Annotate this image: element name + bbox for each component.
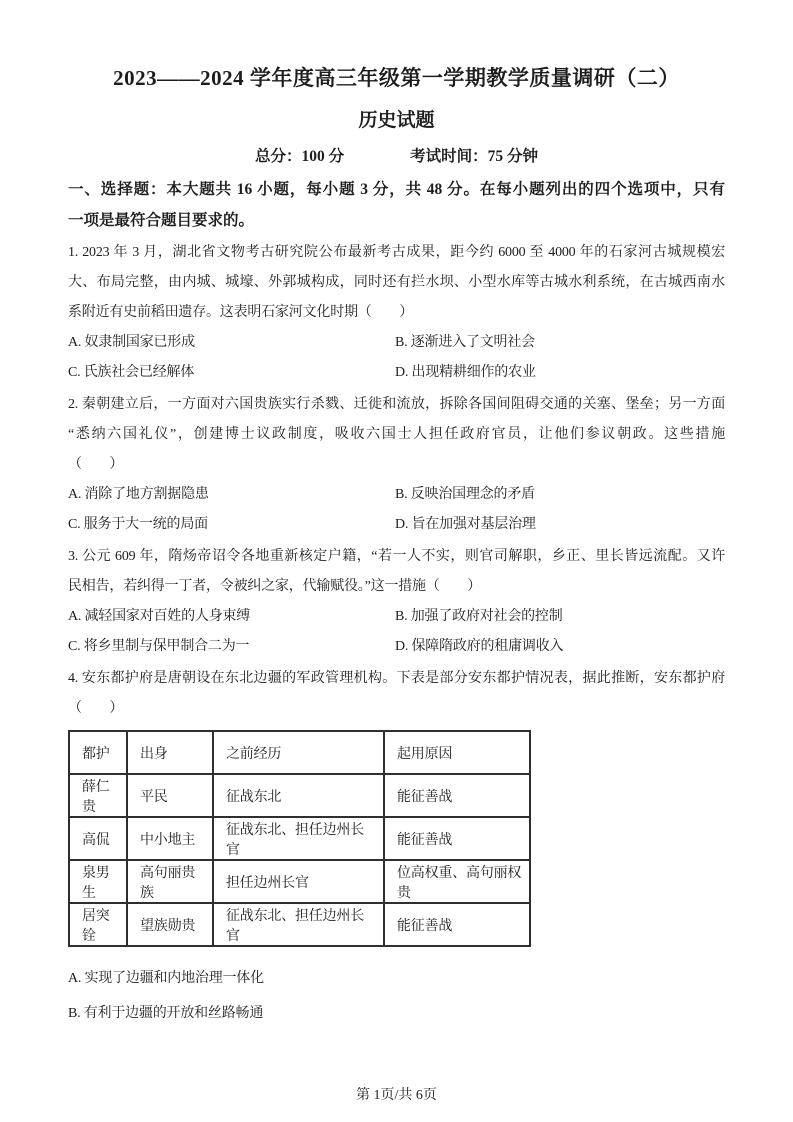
question-4-options [68, 961, 725, 1031]
question-stem-line: （ ） [68, 457, 124, 472]
table-header-cell: 之前经历 [213, 731, 384, 774]
question-1 [68, 238, 725, 388]
table-row [69, 860, 530, 903]
option-d: D. 保障隋政府的租庸调收入 [395, 639, 564, 654]
page-title: 2023——2024 学年度高三年级第一学期教学质量调研（二） [113, 66, 680, 90]
section-header-line: 一、选择题：本大题共 16 小题，每小题 3 分，共 48 分。在每小题列出的四个选项中，只有 [68, 181, 725, 198]
table-cell: 征战东北、担任边州长官 [213, 817, 384, 860]
table-header-row [69, 731, 530, 774]
question-2 [68, 390, 725, 540]
question-stem-line: 4. 安东都护府是唐朝设在东北边疆的军政管理机构。下表是部分安东都护情况表，据此推断，安东都护府 [68, 671, 725, 686]
score-time-line [68, 146, 725, 168]
option-row [68, 328, 725, 358]
andong-duhu-table [68, 730, 531, 947]
option-c: C. 服务于大一统的局面 [68, 517, 208, 532]
table-row [69, 903, 530, 946]
option-c: C. 将乡里制与保甲制合二为一 [68, 639, 250, 654]
option-c: C. 氏族社会已经解体 [68, 365, 195, 380]
question-stem-line: 大、布局完整，由内城、城壕、外郭城构成，同时还有拦水坝、小型水库等古城水利系统，在古城西南水 [68, 275, 725, 290]
option-b: B. 逐渐进入了文明社会 [395, 335, 535, 350]
table-cell: 居突铨 [69, 903, 127, 946]
option-d: D. 旨在加强对基层治理 [395, 517, 536, 532]
table-row [69, 774, 530, 817]
table-cell: 高句丽贵族 [127, 860, 213, 903]
table-row [69, 817, 530, 860]
table-cell: 高侃 [69, 817, 127, 860]
table-cell: 征战东北 [213, 774, 384, 817]
table-cell: 位高权重、高句丽权贵 [384, 860, 530, 903]
question-stem-line: 1. 2023 年 3 月，湖北省文物考古研究院公布最新考古成果，距今约 6000 至 4000 年的石家河古城规模宏 [68, 245, 725, 260]
table-header-cell: 都护 [69, 731, 127, 774]
option-b: B. 加强了政府对社会的控制 [395, 609, 563, 624]
question-stem-line: 2. 秦朝建立后，一方面对六国贵族实行杀戮、迁徙和流放，拆除各国间阻碍交通的关塞、堡垒；另一方面 [68, 397, 725, 412]
table-cell: 薛仁贵 [69, 774, 127, 817]
table-cell: 泉男生 [69, 860, 127, 903]
table-cell: 能征善战 [384, 903, 530, 946]
table-cell: 望族勋贵 [127, 903, 213, 946]
option-row [68, 480, 725, 510]
question-stem-line: “悉纳六国礼仪”，创建博士议政制度，吸收六国士人担任政府官员，让他们参议朝政。这些措施 [68, 427, 725, 442]
option-b: B. 反映治国理念的矛盾 [395, 487, 535, 502]
question-3 [68, 542, 725, 662]
total-score-label: 总分：100 分 [254, 148, 345, 165]
exam-time-label: 考试时间：75 分钟 [410, 148, 539, 165]
question-stem-line: 系附近有史前稻田遗存。这表明石家河文化时期（ ） [68, 305, 413, 320]
option-a: A. 消除了地方割据隐患 [68, 487, 209, 502]
question-4 [68, 664, 725, 1031]
question-stem-line: 3. 公元 609 年，隋炀帝诏令各地重新核定户籍，“若一人不实，则官司解职，乡正、里长皆远流配。又许 [68, 549, 725, 564]
table-header-cell: 出身 [127, 731, 213, 774]
table-cell: 能征善战 [384, 817, 530, 860]
table-cell: 能征善战 [384, 774, 530, 817]
table-cell: 中小地主 [127, 817, 213, 860]
option-row [68, 602, 725, 632]
page-number: 第 1页/共 6页 [356, 1088, 437, 1103]
question-stem-line: （ ） [68, 701, 124, 716]
option-row [68, 632, 725, 662]
option-a: A. 奴隶制国家已形成 [68, 335, 195, 350]
table-cell: 担任边州长官 [213, 860, 384, 903]
subject-title: 历史试题 [358, 110, 435, 131]
option-a: A. 实现了边疆和内地治理一体化 [68, 971, 264, 986]
option-a: A. 减轻国家对百姓的人身束缚 [68, 609, 251, 624]
table-header-cell: 起用原因 [384, 731, 530, 774]
option-b: B. 有利于边疆的开放和丝路畅通 [68, 1006, 264, 1021]
section-one-header [68, 174, 725, 236]
option-row [68, 358, 725, 388]
option-row [68, 510, 725, 540]
table-cell: 平民 [127, 774, 213, 817]
section-header-line: 一项是最符合题目要求的。 [68, 212, 255, 229]
question-stem-line: 民相告，若纠得一丁者，令被纠之家，代输赋役。”这一措施（ ） [68, 579, 482, 594]
option-d: D. 出现精耕细作的农业 [395, 365, 536, 380]
table-cell: 征战东北、担任边州长官 [213, 903, 384, 946]
